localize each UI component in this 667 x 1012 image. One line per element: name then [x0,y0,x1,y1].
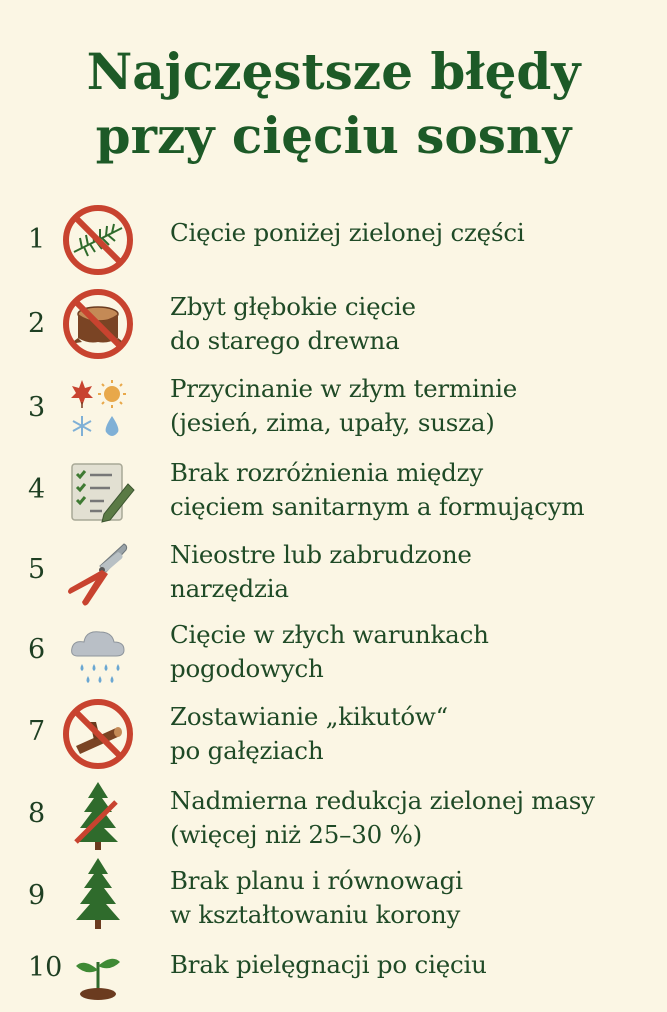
no-stub-icon [60,696,136,772]
item-text: Cięcie w złych warunkach pogodowych [170,620,489,683]
title-line-1: Najczęstsze błędy [86,42,581,101]
item-number: 1 [28,224,46,255]
item-text: Zbyt głębokie cięcie do starego drewna [170,292,416,355]
checklist-icon [60,454,136,530]
item-text: Brak rozróżnienia między cięciem sanitarnym a formującym [170,458,585,521]
page-title [0,40,667,168]
item-number: 9 [28,880,46,911]
pruning-shears-icon [60,536,136,612]
item-text: Zostawianie „kikutów“ po gałęziach [170,702,449,765]
item-text: Nieostre lub zabrudzone narzędzia [170,540,472,603]
item-text: Brak pielęgnacji po cięciu [170,950,487,979]
item-text: Przycinanie w złym terminie (jesień, zima, upały, susza) [170,374,518,437]
item-number: 4 [28,474,46,505]
item-text: Cięcie poniżej zielonej części [170,218,525,247]
seasons-weather-icon [60,372,136,448]
item-number: 3 [28,392,46,423]
item-number: 2 [28,308,46,339]
seedling-icon [60,936,136,1012]
item-number: 8 [28,798,46,829]
item-number: 10 [28,952,63,983]
title-line-2: przy cięciu sosny [95,106,572,165]
item-number: 5 [28,554,46,585]
reduced-pine-icon [60,778,136,854]
item-number: 6 [28,634,46,665]
item-text: Brak planu i równowagi w kształtowaniu korony [170,866,463,929]
no-pine-branch-icon [60,202,136,278]
pine-tree-icon [60,856,136,932]
rain-cloud-icon [60,616,136,692]
item-number: 7 [28,716,46,747]
no-stump-icon [60,286,136,362]
item-text: Nadmierna redukcja zielonej masy (więcej niż 25–30 %) [170,786,595,849]
